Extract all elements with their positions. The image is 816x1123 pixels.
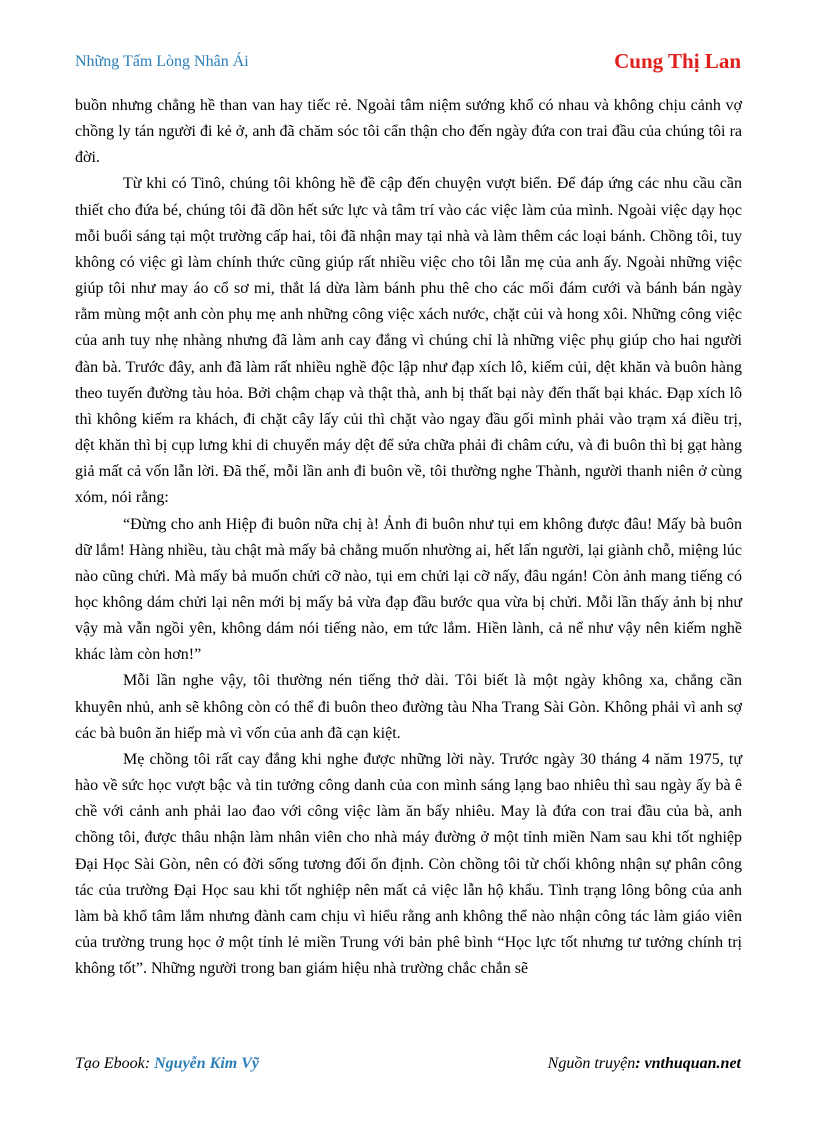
- paragraph: Mỗi lần nghe vậy, tôi thường nén tiếng thở dài. Tôi biết là một ngày không xa, chẳng cần khuyên nhủ, anh sẽ không còn có thể đi buôn theo đường tàu Nha Trang Sài Gòn. Không phải vì anh sợ các bà buôn ăn hiếp mà vì vốn của anh đã cạn kiệt.: [75, 672, 742, 742]
- ebook-separator: :: [144, 1055, 155, 1072]
- ebook-label: Tạo Ebook: [75, 1055, 145, 1072]
- paragraph: buồn nhưng chẳng hề than van hay tiếc rẻ. Ngoài tâm niệm sướng khổ có nhau và không chịu cảnh vợ chồng ly tán người đi kẻ ở, anh đã chăm sóc tôi cẩn thận cho đến ngày đứa con trai đầu của chúng tôi ra đời.: [75, 97, 742, 167]
- source-credit: [548, 1055, 741, 1073]
- source-label: Nguồn truyện: [547, 1055, 636, 1072]
- book-title: Những Tấm Lòng Nhân Ái: [75, 53, 249, 70]
- ebook-author: Nguyễn Kim Vỹ: [154, 1055, 259, 1072]
- paragraph: “Đừng cho anh Hiệp đi buôn nữa chị à! Ảnh đi buôn như tụi em không được đâu! Mấy bà buôn dữ lắm! Hàng nhiều, tàu chật mà mấy bả chẳng muốn nhường ai, hết lấn người, lại giành chỗ, miệng lúc nào cũng chửi. Mà mấy bả muốn chửi cỡ nào, tụi em chửi lại cỡ nấy, đâu ngán! Còn ảnh mang tiếng có học không dám chửi lại nên mới bị mấy bả vừa đạp đầu bước qua vừa bị chửi. Mỗi lần thấy ảnh bị như vậy mà vẫn ngồi yên, không dám nói tiếng nào, em tức lắm. Hiền lành, cả nể như vậy nên kiếm nghề khác làm còn hơn!”: [75, 515, 742, 664]
- page-body: [75, 93, 742, 982]
- paragraph: Mẹ chồng tôi rất cay đắng khi nghe được những lời này. Trước ngày 30 tháng 4 năm 1975, tự hào về sức học vượt bậc và tin tưởng công danh của con mình sáng lạng bao nhiêu thì sau ngày ấy bà ê chề với cảnh anh phải lao đao với công việc làm ăn bấy nhiêu. May là đứa con trai đầu của bà, anh chồng tôi, được thâu nhận làm nhân viên cho nhà máy đường ở một tỉnh miền Nam sau khi tốt nghiệp Đại Học Sài Gòn, nên có đời sống tương đối ổn định. Còn chồng tôi từ chối không nhận sự phân công tác của trường Đại Học sau khi tốt nghiệp nên mất cả việc lẫn hộ khẩu. Tình trạng lông bông của anh làm bà khổ tâm lắm nhưng đành cam chịu vì hiểu rằng anh không thể nào nhận công tác làm giáo viên của trường trung học ở một tỉnh lẻ miền Trung với bản phê bình “Học lực tốt nhưng tư tưởng chính trị không tốt”. Những người trong ban giám hiệu nhà trường chắc chắn sẽ: [75, 750, 742, 978]
- source-separator: :: [635, 1055, 645, 1072]
- author-name: Cung Thị Lan: [614, 49, 741, 73]
- ebook-credit: [75, 1055, 259, 1073]
- source-site: vnthuquan.net: [644, 1055, 741, 1072]
- paragraph: Từ khi có Tinô, chúng tôi không hề đề cập đến chuyện vượt biển. Để đáp ứng các nhu cầu cần thiết cho đứa bé, chúng tôi đã dồn hết sức lực và tâm trí vào các việc làm của mình. Ngoài việc dạy học mỗi buổi sáng tại một trường cấp hai, tôi đã nhận may tại nhà và làm thêm các loại bánh. Chồng tôi, tuy không có việc gì làm chính thức cũng giúp rất nhiều việc cho tôi lẫn mẹ của anh ấy. Ngoài những việc giúp tôi như may áo cổ sơ mi, thắt lá dừa làm bánh phu thê cho các mối đám cưới và bánh bán ngày rằm mùng một anh còn phụ mẹ anh những công việc xách nước, chặt củi và hong xôi. Những công việc của anh tuy nhẹ nhàng nhưng đã làm anh cay đắng vì chúng chỉ là những việc phụ giúp cho hai người đàn bà. Trước đây, anh đã làm rất nhiều nghề độc lập như đạp xích lô, kiếm củi, dệt khăn và buôn hàng theo tuyến đường tàu hỏa. Bởi chậm chạp và thật thà, anh bị thất bại này đến thất bại khác. Đạp xích lô thì không kiếm ra khách, đi chặt cây lấy củi thì chặt vào ngay đầu gối mình phải vào trạm xá điều trị, dệt khăn thì bị cụp lưng khi di chuyển máy dệt để sửa chữa phải đi châm cứu, và đi buôn thì bị gạt hàng giả mất cả vốn lẫn lời. Đã thế, mỗi lần anh đi buôn về, tôi thường nghe Thành, người thanh niên ở cùng xóm, nói rằng:: [75, 175, 742, 507]
